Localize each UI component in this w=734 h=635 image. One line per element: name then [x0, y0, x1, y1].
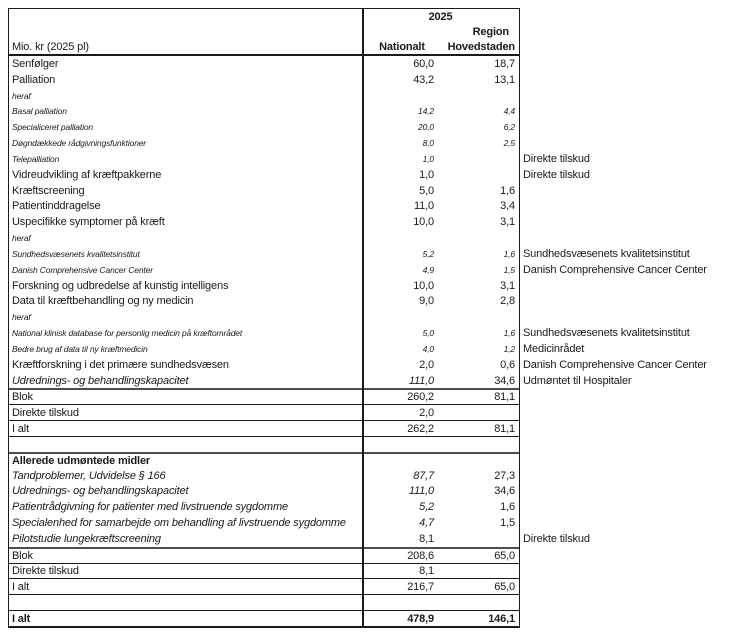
- row-note: Udmøntet til Hospitaler: [523, 374, 632, 387]
- table-row: [9, 214, 519, 230]
- value-region: 2,5: [503, 138, 515, 149]
- value-region: 2,8: [500, 295, 515, 308]
- row-label: Telepalliation: [12, 153, 60, 164]
- row-label: Kræftforskning i det primære sundhedsvæsen: [12, 358, 229, 371]
- value-region: 4,4: [503, 106, 515, 117]
- table-row: [9, 183, 519, 199]
- value-region: 65,0: [494, 580, 515, 593]
- row-label: Direkte tilskud: [12, 565, 79, 578]
- value-national: 5,2: [422, 248, 434, 259]
- value-region: 34,6: [494, 485, 515, 498]
- value-national: 87,7: [413, 469, 434, 482]
- row-label: Senfølger: [12, 57, 59, 70]
- row-label: heraf: [12, 90, 31, 101]
- value-region: 0,6: [500, 358, 515, 371]
- value-national: 8,0: [422, 138, 434, 149]
- table-row: [9, 72, 519, 88]
- table-row: [9, 278, 519, 294]
- budget-table: [8, 8, 707, 628]
- table-row: [9, 563, 519, 579]
- row-label: Forskning og udbredelse af kunstig intelligens: [12, 279, 229, 292]
- column-headers: [364, 39, 517, 54]
- row-label: heraf: [12, 233, 31, 244]
- row-label: Specialenhed for samarbejde om behandling af livstruende sygdomme: [12, 517, 346, 530]
- value-region: 3,4: [500, 200, 515, 213]
- value-national: 260,2: [407, 391, 434, 404]
- table-row: [9, 547, 519, 563]
- row-label: Danish Comprehensive Cancer Center: [12, 264, 153, 275]
- table-row: [9, 56, 519, 72]
- row-label: I alt: [12, 612, 31, 625]
- table-row: [9, 436, 519, 452]
- value-national: 11,0: [414, 200, 434, 213]
- row-label: Patientinddragelse: [12, 200, 101, 213]
- row-label: Pilotstudie lungekræftscreening: [12, 532, 161, 545]
- value-national: 10,0: [413, 279, 434, 292]
- row-label: National klinisk database for personlig medicin på kræftområdet: [12, 328, 243, 339]
- row-note: Direkte tilskud: [523, 532, 590, 545]
- row-label: Udrednings- og behandlingskapacitet: [12, 485, 189, 498]
- row-label: Tandproblemer, Udvidelse § 166: [12, 469, 166, 482]
- row-note: Danish Comprehensive Cancer Center: [523, 358, 707, 371]
- value-national: 8,1: [419, 532, 434, 545]
- value-national: 43,2: [413, 73, 434, 86]
- table-row: [9, 325, 690, 341]
- row-label: Blok: [12, 391, 33, 404]
- value-national: 1,0: [422, 153, 434, 164]
- table-row: [9, 420, 519, 436]
- value-national: 5,0: [422, 328, 434, 339]
- value-region: 1,6: [500, 184, 515, 197]
- value-region: 18,7: [494, 57, 515, 70]
- value-region: 27,3: [494, 469, 515, 482]
- table-row: [9, 151, 590, 167]
- value-national: 5,0: [419, 184, 434, 197]
- row-label: Døgndækkede rådgivningsfunktioner: [12, 138, 146, 149]
- row-label: Patientrådgivning for patienter med livstruende sygdomme: [12, 501, 288, 514]
- table-row: [9, 230, 519, 246]
- value-national: 20,0: [418, 122, 434, 133]
- column-divider: [362, 9, 364, 626]
- value-national: 10,0: [413, 216, 434, 229]
- row-label: I alt: [12, 422, 29, 435]
- region-header-line1: Region: [472, 25, 509, 38]
- row-note: Sundhedsvæsenets kvalitetsinstitut: [523, 247, 690, 260]
- value-region: 1,2: [503, 343, 515, 354]
- table-row: [9, 357, 707, 373]
- table-row: [9, 483, 519, 499]
- row-label: Uspecifikke symptomer på kræft: [12, 216, 165, 229]
- table-row: [9, 468, 519, 484]
- row-label: Basal palliation: [12, 106, 67, 117]
- value-national: 2,0: [419, 358, 434, 371]
- value-region: 1,6: [503, 328, 515, 339]
- table-row: [9, 594, 519, 610]
- row-note: Sundhedsvæsenets kvalitetsinstitut: [523, 327, 690, 340]
- table-rows: [9, 56, 707, 626]
- value-national: 216,7: [407, 580, 434, 593]
- value-national: 478,9: [407, 612, 434, 625]
- row-label: Allerede udmøntede midler: [12, 454, 151, 467]
- row-label: Direkte tilskud: [12, 406, 79, 419]
- table-row: [9, 499, 519, 515]
- table-row: [9, 452, 519, 468]
- value-region: 1,6: [500, 501, 515, 514]
- value-national: 111,0: [408, 374, 434, 387]
- value-region: 1,5: [500, 517, 515, 530]
- value-national: 9,0: [419, 295, 434, 308]
- row-label: heraf: [12, 312, 31, 323]
- row-label: Palliation: [12, 73, 56, 86]
- value-national: 1,0: [419, 168, 434, 181]
- table-row: [9, 103, 519, 119]
- table-row: [9, 373, 632, 389]
- value-national: 14,2: [418, 106, 434, 117]
- national-column-header: Nationalt: [379, 40, 425, 53]
- value-region: 1,5: [503, 264, 515, 275]
- value-region: 65,0: [494, 549, 515, 562]
- row-label: Bedre brug af data til ny kræftmedicin: [12, 343, 148, 354]
- table-row: [9, 135, 519, 151]
- corner-label: Mio. kr (2025 pl): [12, 41, 89, 53]
- year-header: 2025: [428, 10, 453, 23]
- row-label: Vidreudvikling af kræftpakkerne: [12, 168, 162, 181]
- value-region: 1,6: [503, 248, 515, 259]
- value-national: 4,9: [422, 264, 434, 275]
- value-national: 208,6: [407, 549, 434, 562]
- table-row: [9, 388, 519, 404]
- value-region: 81,1: [494, 422, 515, 435]
- value-national: 60,0: [413, 57, 434, 70]
- row-label: Kræftscreening: [12, 184, 85, 197]
- table-row: [9, 198, 519, 214]
- table-row: [9, 167, 590, 183]
- row-note: Direkte tilskud: [523, 168, 590, 181]
- row-note: Medicinrådet: [523, 342, 585, 355]
- table-row: [9, 341, 585, 357]
- value-national: 4,7: [419, 517, 434, 530]
- table-row: [9, 404, 519, 420]
- value-region: 6,2: [503, 122, 515, 133]
- value-national: 262,2: [407, 422, 434, 435]
- value-region: 81,1: [494, 391, 515, 404]
- value-region: 3,1: [500, 279, 515, 292]
- row-label: Specialiceret palliation: [12, 122, 93, 133]
- table-row: [9, 293, 519, 309]
- row-label: Udrednings- og behandlingskapacitet: [12, 374, 189, 387]
- value-national: 5,2: [419, 501, 434, 514]
- value-national: 111,0: [408, 485, 434, 498]
- row-label: I alt: [12, 580, 29, 593]
- value-national: 8,1: [419, 565, 434, 578]
- value-national: 2,0: [419, 406, 434, 419]
- row-label: Sundhedsvæsenets kvalitetsinstitut: [12, 248, 140, 259]
- table-row: [9, 246, 690, 262]
- row-note: Danish Comprehensive Cancer Center: [523, 263, 707, 276]
- value-region: 146,1: [488, 612, 515, 625]
- region-column-header: Hovedstaden: [447, 40, 515, 53]
- table-row: [9, 531, 590, 547]
- table-row: [9, 515, 519, 531]
- table-row: [9, 610, 519, 626]
- value-region: 13,1: [494, 73, 515, 86]
- row-label: Data til kræftbehandling og ny medicin: [12, 295, 194, 308]
- header-value-columns: [364, 9, 517, 54]
- value-region: 34,6: [494, 374, 515, 387]
- table-row: [9, 262, 707, 278]
- table-row: [9, 309, 519, 325]
- table-row: [9, 578, 519, 594]
- row-note: Direkte tilskud: [523, 152, 590, 165]
- value-national: 4,0: [422, 343, 434, 354]
- row-label: Blok: [12, 549, 33, 562]
- table-header: [9, 9, 519, 56]
- value-region: 3,1: [500, 216, 515, 229]
- table-row: [9, 119, 519, 135]
- table-row: [9, 88, 519, 104]
